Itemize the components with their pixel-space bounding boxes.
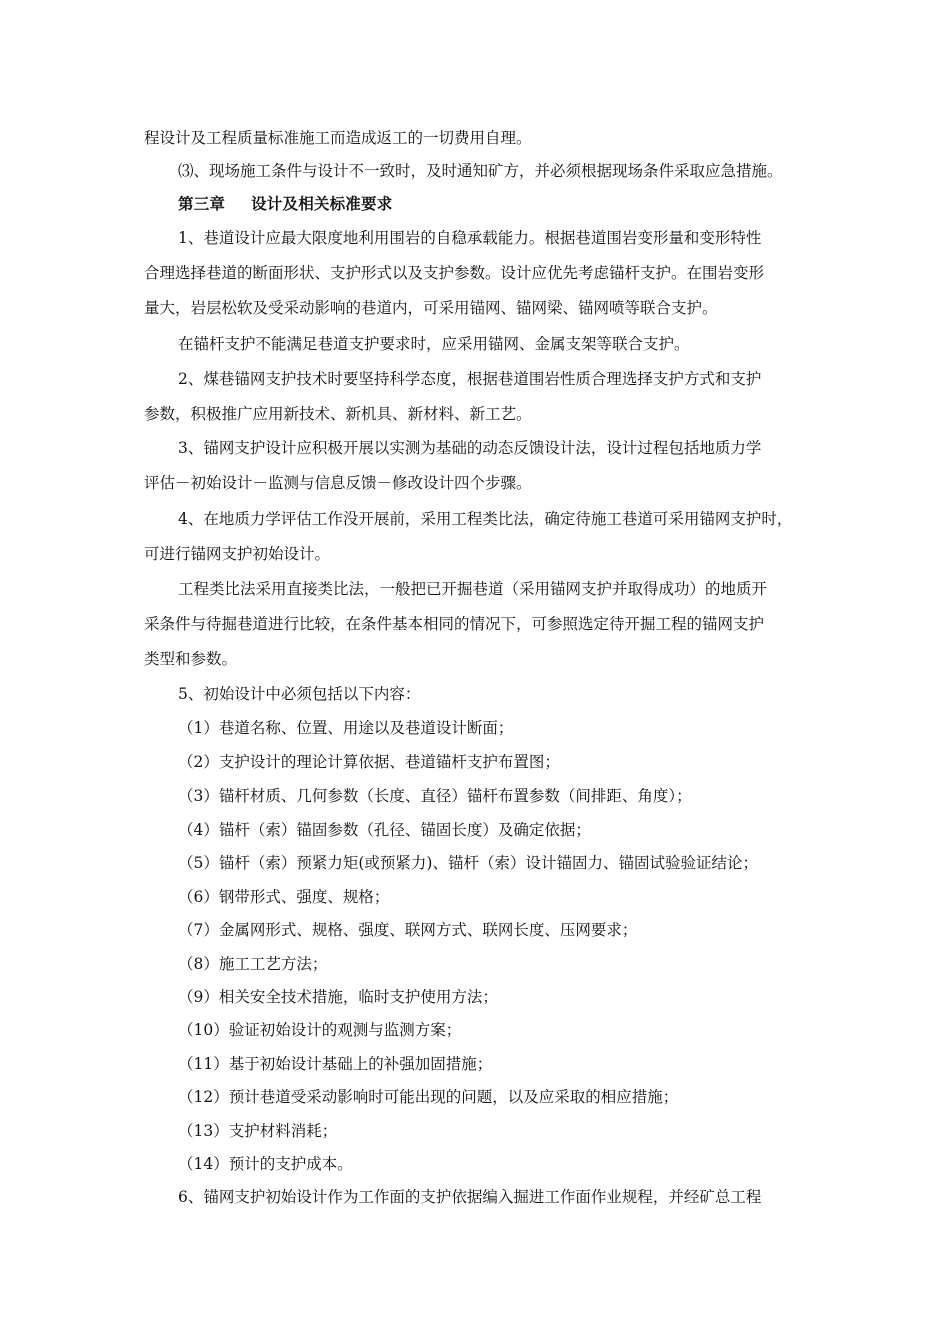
- paragraph-line: 3、锚网支护设计应积极开展以实测为基础的动态反馈设计法，设计过程包括地质力学: [178, 439, 762, 457]
- chapter-heading: [178, 194, 392, 214]
- list-item: （5）锚杆（索）预紧力矩(或预紧力)、锚杆（索）设计锚固力、锚固试验验证结论；: [178, 854, 758, 872]
- paragraph-line: 程设计及工程质量标准施工而造成返工的一切费用自理。: [144, 129, 532, 147]
- list-item: （2）支护设计的理论计算依据、巷道锚杆支护布置图；: [178, 753, 560, 771]
- paragraph-line: 5、初始设计中必须包括以下内容：: [178, 685, 421, 703]
- list-item: （9）相关安全技术措施，临时支护使用方法；: [178, 988, 498, 1006]
- list-item: （3）锚杆材质、几何参数（长度、直径）锚杆布置参数（间排距、角度）；: [178, 787, 692, 805]
- paragraph-line: 4、在地质力学评估工作没开展前，采用工程类比法，确定待施工巷道可采用锚网支护时，: [178, 510, 793, 528]
- paragraph-line: 参数，积极推广应用新技术、新机具、新材料、新工艺。: [144, 405, 532, 423]
- chapter-number: 第三章: [178, 194, 226, 213]
- list-item: （4）锚杆（索）锚固参数（孔径、锚固长度）及确定依据；: [178, 821, 591, 839]
- list-item: （12）预计巷道受采动影响时可能出现的问题，以及应采取的相应措施；: [178, 1088, 679, 1106]
- paragraph-line: 可进行锚网支护初始设计。: [144, 545, 331, 563]
- paragraph-line: ⑶、现场施工条件与设计不一致时，及时通知矿方，并必须根据现场条件采取应急措施。: [178, 162, 783, 180]
- chapter-title: 设计及相关标准要求: [251, 194, 393, 213]
- paragraph-line: 类型和参数。: [144, 650, 238, 668]
- paragraph-line: 在锚杆支护不能满足巷道支护要求时，应采用锚网、金属支架等联合支护。: [178, 335, 690, 353]
- paragraph-line: 1、巷道设计应最大限度地利用围岩的自稳承载能力。根据巷道围岩变形量和变形特性: [178, 229, 762, 247]
- list-item: （10）验证初始设计的观测与监测方案；: [178, 1021, 462, 1039]
- list-item: （1）巷道名称、位置、用途以及巷道设计断面；: [178, 719, 514, 737]
- paragraph-line: 工程类比法采用直接类比法，一般把已开掘巷道（采用锚网支护并取得成功）的地质开: [178, 580, 768, 598]
- list-item: （7）金属网形式、规格、强度、联网方式、联网长度、压网要求；: [178, 921, 638, 939]
- list-item: （13）支护材料消耗；: [178, 1122, 338, 1140]
- paragraph-line: 采条件与待掘巷道进行比较，在条件基本相同的情况下，可参照选定待开掘工程的锚网支护: [144, 615, 765, 633]
- paragraph-line: 量大，岩层松软及受采动影响的巷道内，可采用锚网、锚网梁、锚网喷等联合支护。: [144, 299, 718, 317]
- paragraph-line: 2、煤巷锚网支护技术时要坚持科学态度，根据巷道围岩性质合理选择支护方式和支护: [178, 370, 762, 388]
- list-item: （6）钢带形式、强度、规格；: [178, 888, 390, 906]
- list-item: （8）施工工艺方法；: [178, 955, 328, 973]
- paragraph-line: 评估－初始设计－监测与信息反馈－修改设计四个步骤。: [144, 474, 532, 492]
- paragraph-line: 6、锚网支护初始设计作为工作面的支护依据编入掘进工作面作业规程，并经矿总工程: [178, 1188, 762, 1206]
- paragraph-line: 合理选择巷道的断面形状、支护形式以及支护参数。设计应优先考虑锚杆支护。在围岩变形: [144, 264, 765, 282]
- list-item: （14）预计的支护成本。: [178, 1155, 353, 1173]
- list-item: （11）基于初始设计基础上的补强加固措施；: [178, 1055, 493, 1073]
